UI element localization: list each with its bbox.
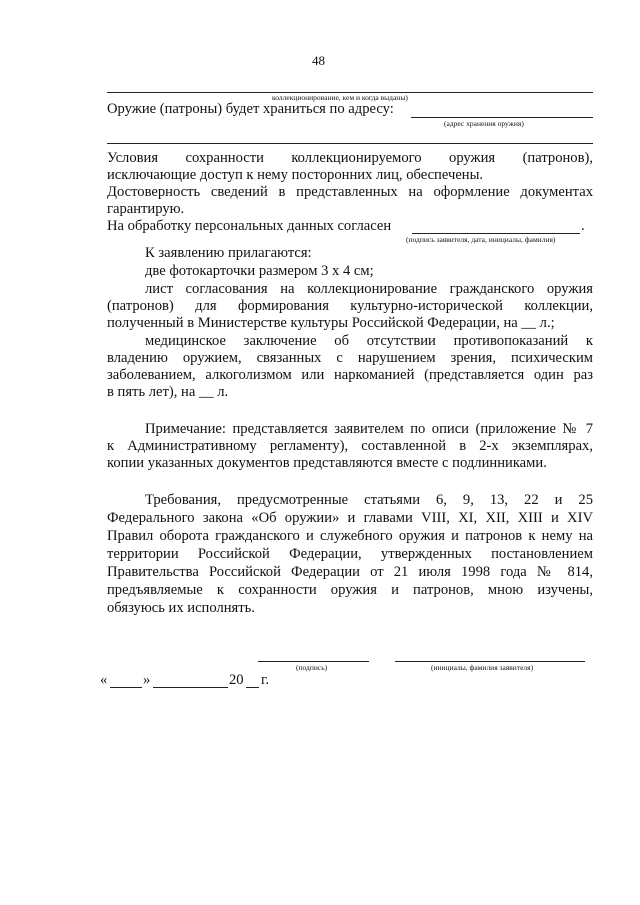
requirements-line-1: Требования, предусмотренные статьями 6, 9, 13, 22 и 25 xyxy=(145,492,593,508)
signature-field[interactable] xyxy=(258,661,369,662)
storage-address-field-2[interactable] xyxy=(107,143,593,144)
signature-caption: (подпись) xyxy=(296,663,328,672)
requirements-line-4: территории Российской Федерации, утвержденных постановлением xyxy=(107,546,593,562)
consent-period: . xyxy=(581,218,585,234)
storage-caption: (адрес хранения оружия) xyxy=(444,119,524,128)
attachment-item-approval-line-3: полученный в Министерстве культуры Российской Федерации, на __ л.; xyxy=(107,315,555,331)
note-line-2: к Административному регламенту), составленной в 2-х экземплярах, xyxy=(107,438,593,454)
attachment-item-medical-line-1: медицинское заключение об отсутствии противопоказаний к xyxy=(145,333,593,349)
storage-address-field[interactable] xyxy=(411,117,593,118)
date-day-field[interactable] xyxy=(110,687,142,688)
requirements-line-2: Федерального закона «Об оружии» и главами VIII, XI, XII, XIII и XIV xyxy=(107,510,593,526)
note-line-1: Примечание: представляется заявителем по описи (приложение № 7 xyxy=(145,421,593,437)
top-caption: коллекционирование, кем и когда выданы) xyxy=(272,93,408,102)
date-year-field[interactable] xyxy=(246,687,259,688)
conditions-line-1: Условия сохранности коллекционируемого оружия (патронов), xyxy=(107,150,593,166)
requirements-line-6: предъявляемые к сохранности оружия и патронов, мною изучены, xyxy=(107,582,593,598)
conditions-line-2: исключающие доступ к нему посторонних лиц, обеспечены. xyxy=(107,167,484,183)
date-year-suffix: г. xyxy=(261,672,269,688)
attachment-item-approval-line-1: лист согласования на коллекционирование гражданского оружия xyxy=(145,281,593,297)
storage-label: Оружие (патроны) будет храниться по адресу: xyxy=(107,101,394,117)
reliability-line-2: гарантирую. xyxy=(107,201,185,217)
reliability-line-1: Достоверность сведений в представленных на оформление документах xyxy=(107,184,593,200)
date-month-field[interactable] xyxy=(153,687,228,688)
date-close-quote: » xyxy=(143,672,151,688)
consent-caption: (подпись заявителя, дата, инициалы, фамилия) xyxy=(406,235,556,244)
attachments-heading: К заявлению прилагаются: xyxy=(145,245,312,261)
requirements-line-5: Правительства Российской Федерации от 21 июля 1998 года № 814, xyxy=(107,564,593,580)
note-line-3: копии указанных документов представляются вместе с подлинниками. xyxy=(107,455,547,471)
name-field[interactable] xyxy=(395,661,585,662)
date-open-quote: « xyxy=(100,672,108,688)
attachment-item-medical-line-2: владению оружием, связанных с нарушением зрения, психическим xyxy=(107,350,593,366)
attachment-item-medical-line-4: в пять лет), на __ л. xyxy=(107,384,229,400)
attachment-item-approval-line-2: (патронов) для формирования культурно-исторической коллекции, xyxy=(107,298,593,314)
date-year-prefix: 20 xyxy=(229,672,244,688)
consent-label: На обработку персональных данных согласен xyxy=(107,218,392,234)
attachment-item-medical-line-3: заболеванием, алкоголизмом или наркоманией (представляется один раз xyxy=(107,367,593,383)
requirements-line-7: обязуюсь их исполнять. xyxy=(107,600,255,616)
consent-signature-field[interactable] xyxy=(412,233,580,234)
page-number: 48 xyxy=(312,53,325,68)
requirements-line-3: Правил оборота гражданского и служебного оружия и патронов к нему на xyxy=(107,528,593,544)
name-caption: (инициалы, фамилия заявителя) xyxy=(431,663,534,672)
attachment-item-photos: две фотокарточки размером 3 х 4 см; xyxy=(145,263,374,279)
